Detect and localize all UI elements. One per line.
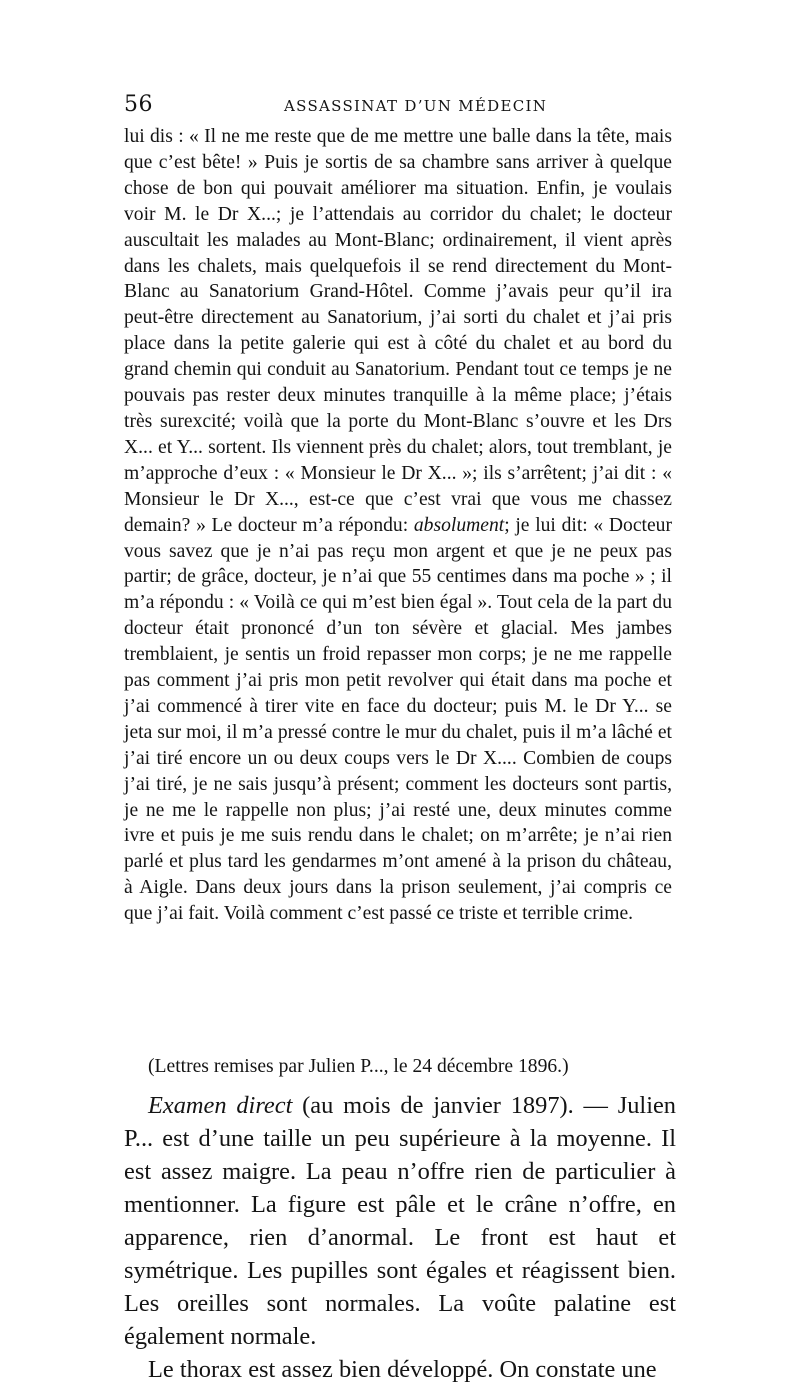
examination-section	[124, 1089, 676, 1386]
letter-text-block	[124, 124, 672, 927]
letter-text-part-1: lui dis : « Il ne me reste que de me mettre une balle dans la tête, mais que c’est bête! » Puis je sortis de sa chambre sans arriver à quelque chose de bon qui pouvait améliorer ma situation. Enfin, je voulais voir M. le Dr X...; je l’attendais au corridor du chalet; le docteur auscultait les malades au Mont-Blanc; ordinairement, il vient après dans les chalets, mais quelquefois il se rend directement du Mont-Blanc au Sanatorium Grand-Hôtel. Comme j’avais peur qu’il ira peut-être directement au Sanatorium, j’ai sorti du chalet et j’ai pris place dans la petite galerie qui est à côté du chalet et au bord du grand chemin qui conduit au Sanatorium. Pendant tout ce temps je ne pouvais pas rester deux minutes tranquille à la même place; j’étais très surexcité; voilà que la porte du Mont-Blanc s’ouvre et les Drs X... et Y... sortent. Ils viennent près du chalet; alors, tout tremblant, je m’approche d’eux : « Monsieur le Dr X... »; ils s’arrêtent; j’ai dit : « Monsieur le Dr X..., est-ce que c’est vrai que vous me chassez demain? » Le docteur m’a répondu:	[124, 126, 672, 536]
letter-source-note: (Lettres remises par Julien P..., le 24 décembre 1896.)	[148, 1056, 569, 1077]
letter-text-part-2: ; je lui dit: « Docteur vous savez que je n’ai pas reçu mon argent et que je ne peux pas partir; de grâce, docteur, je n’ai que 55 centimes dans ma poche » ; il m’a répondu : « Voilà ce qui m’est bien égal ». Tout cela de la part du docteur était prononcé d’un ton sévère et glacial. Mes jambes tremblaient, je sentis un froid repasser mon corps; je ne me rappelle pas comment j’ai pris mon petit revolver qui était dans ma poche et j’ai commencé à tirer vite en face du docteur; puis M. le Dr Y... se jeta sur moi, il m’a pressé contre le mur du chalet, puis il m’a lâché et j’ai tiré encore un ou deux coups vers le Dr X.... Combien de coups j’ai tiré, je ne sais jusqu’à présent; comment les docteurs sont partis, je ne me le rappelle non plus; j’ai resté une, deux minutes comme ivre et puis je me suis rendu dans le chalet; on m’arrête; je n’ai rien parlé et plus tard les gendarmes m’ont amené à la prison du château, à Aigle. Dans deux jours dans la prison seulement, j’ai compris ce que j’ai fait. Voilà comment c’est passé ce triste et terrible crime.	[124, 514, 672, 925]
page-number: 56	[124, 92, 153, 117]
page-header	[124, 92, 674, 122]
exam-text-2: Le thorax est assez bien développé. On constate une	[148, 1356, 657, 1383]
letter-paragraph	[124, 124, 672, 927]
exam-text: (au mois de janvier 1897). — Julien P... est d’une taille un peu supérieure à la moyenne. Il est assez maigre. La peau n’offre rien de particulier à mentionner. La figure est pâle et le crâne n’offre, en apparence, rien d’anormal. Le front est haut et symétrique. Les pupilles sont égales et réagissent bien. Les oreilles sont normales. La voûte palatine est également normale.	[124, 1092, 677, 1350]
exam-paragraph-2	[124, 1353, 676, 1386]
exam-paragraph	[124, 1089, 676, 1353]
running-title: ASSASSINAT D’UN MÉDECIN	[284, 97, 548, 115]
emphasized-word: absolument	[413, 514, 505, 536]
exam-heading: Examen direct	[148, 1092, 293, 1119]
